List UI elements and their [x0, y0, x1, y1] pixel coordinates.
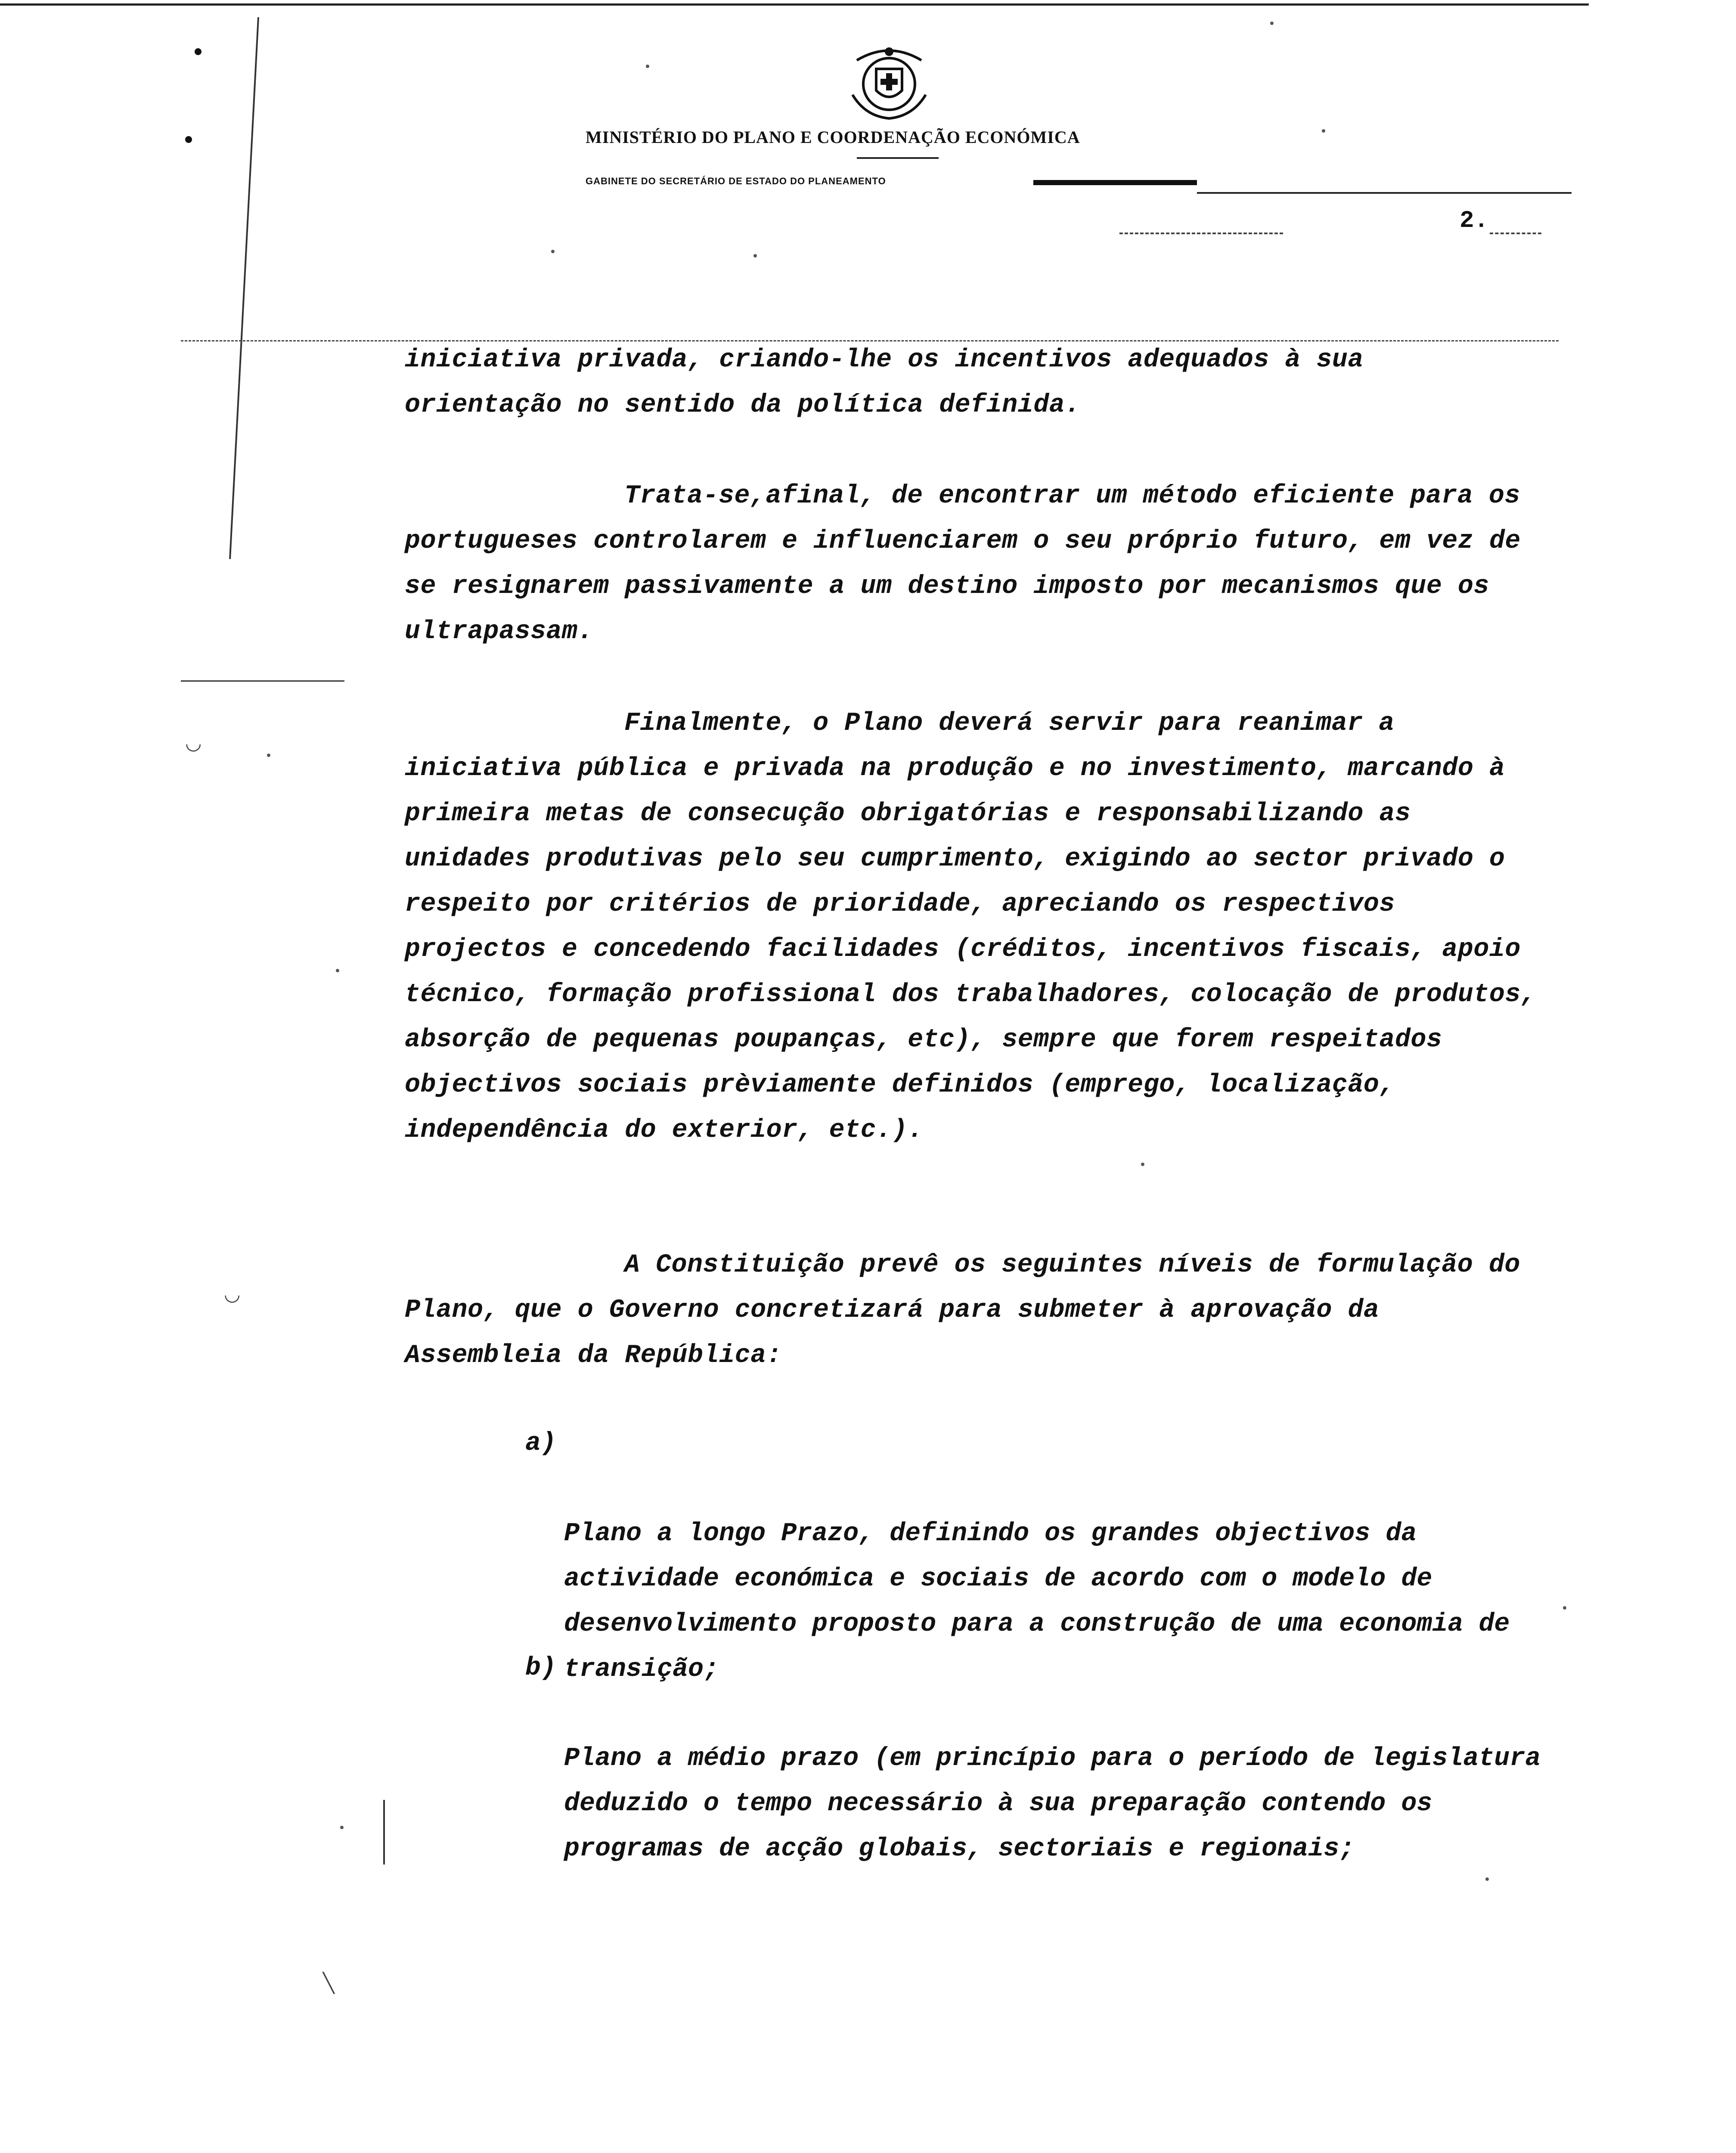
paragraph-line: orientação no sentido da política definida.	[405, 391, 1081, 420]
margin-dot	[185, 136, 192, 143]
left-margin-dash	[181, 680, 344, 682]
scan-speck	[1322, 129, 1325, 133]
paragraph-line: iniciativa privada, criando-lhe os incentivos adequados à sua	[405, 345, 1364, 375]
margin-mark: ╲	[323, 1972, 335, 1994]
page-number-dashes	[1490, 233, 1541, 234]
list-item	[525, 1646, 1554, 1872]
scan-speck	[1141, 1163, 1144, 1166]
cabinet-subheading: GABINETE DO SECRETÁRIO DE ESTADO DO PLANEAMENTO	[586, 176, 886, 186]
margin-dot	[195, 48, 202, 55]
paragraph-constitution: A Constituição prevê os seguintes níveis de formulação do Plano, que o Governo concretizará para submeter à aprovação da Assembleia da República:	[405, 1250, 1520, 1370]
margin-mark: ◡	[185, 732, 202, 754]
page-top-border	[0, 3, 1589, 6]
left-margin-line-lower	[383, 1800, 385, 1864]
margin-mark: ◡	[224, 1283, 241, 1305]
ministry-underline	[857, 157, 939, 159]
list-item-marker: a)	[525, 1429, 557, 1458]
page-number-dashes	[1119, 233, 1283, 234]
list-item-text: Plano a médio prazo (em princípio para o período de legislatura deduzido o tempo necessário à sua preparação contendo os programas de acção globais, sectoriais e regionais;	[564, 1744, 1541, 1864]
paragraph-method: Trata-se,afinal, de encontrar um método eficiente para os portugueses controlarem e influenciarem o seu próprio futuro, em vez de se resignarem passivamente a um destino imposto por mecanismos que os ultrapassam.	[405, 481, 1521, 646]
coat-of-arms-icon	[840, 43, 939, 125]
scan-speck	[551, 250, 555, 253]
list-item-marker: b)	[525, 1654, 557, 1683]
paragraph-continuation	[405, 338, 1541, 428]
scan-speck	[1270, 22, 1274, 25]
scan-speck	[1485, 1877, 1489, 1881]
redacted-bar	[1033, 180, 1197, 185]
scan-speck	[753, 254, 757, 257]
page-number: 2.	[1460, 207, 1489, 234]
header-rule	[1197, 192, 1572, 194]
scan-speck	[336, 969, 339, 972]
list-item-text: Plano a longo Prazo, definindo os grandes objectivos da actividade económica e sociais de acordo com o modelo de desenvolvimento proposto para a construção de uma economia de transição;	[564, 1519, 1510, 1684]
scan-speck	[267, 754, 270, 757]
ministry-heading: MINISTÉRIO DO PLANO E COORDENAÇÃO ECONÓMICA	[586, 127, 1080, 147]
paragraph-finally: Finalmente, o Plano deverá servir para reanimar a iniciativa pública e privada na produção e no investimento, marcando à primeira metas de consecução obrigatórias e responsabilizando as unidades produtivas pelo seu cumprimento, exigindo ao sector privado o respeito por critérios de prioridade, apreciando os respectivos projectos e concedendo facilidades (créditos, incentivos fiscais, apoio técnico, formação profissional dos trabalhadores, colocação de produtos, absorção de pequenas poupanças, etc), sempre que forem respeitados objectivos sociais prèviamente definidos (emprego, localização, independência do exterior, etc.).	[405, 709, 1537, 1145]
scan-speck	[1563, 1606, 1566, 1610]
scan-speck	[340, 1826, 344, 1829]
left-margin-line	[229, 17, 259, 559]
scan-speck	[646, 65, 649, 68]
